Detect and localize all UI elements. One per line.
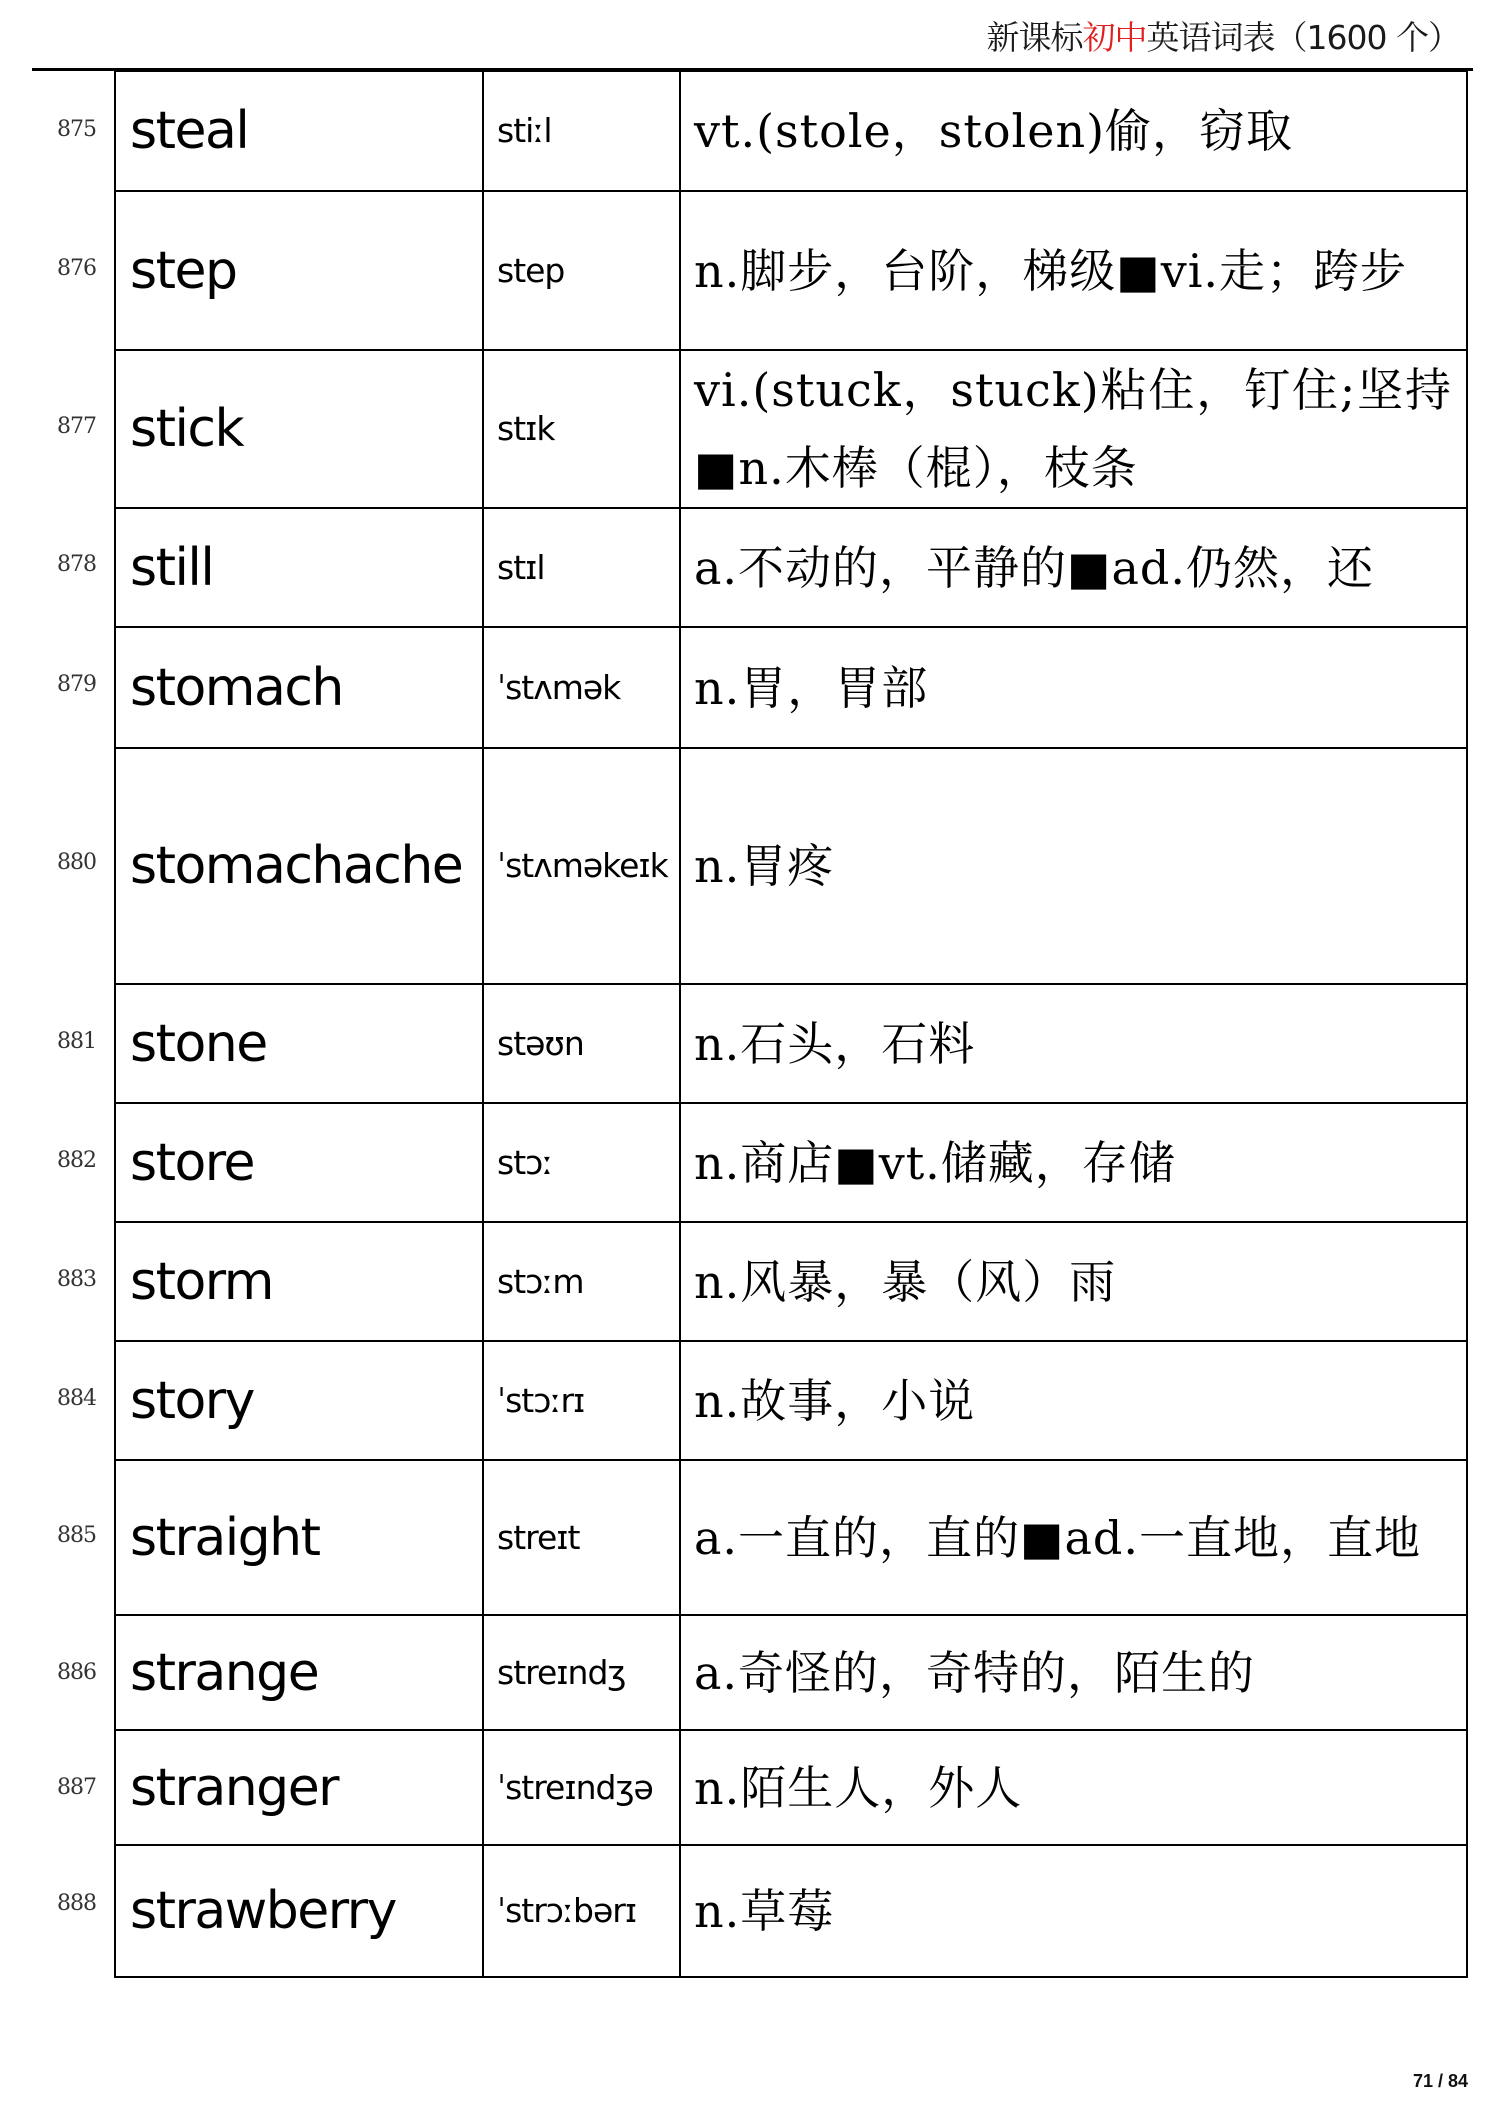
meaning-cell: n.胃，胃部 xyxy=(680,627,1467,748)
word-cell: story xyxy=(115,1341,483,1460)
meaning-cell: n.胃疼 xyxy=(680,748,1467,984)
row-number: 875 xyxy=(57,117,96,142)
table-row xyxy=(115,1103,1467,1222)
phonetic-cell: ˈstɔːrɪ xyxy=(483,1341,680,1460)
page-header xyxy=(987,14,1460,62)
row-number: 888 xyxy=(57,1891,96,1916)
phonetic-cell: stɪk xyxy=(483,350,680,508)
table-row xyxy=(115,508,1467,627)
row-number: 876 xyxy=(57,256,96,281)
word-cell: stick xyxy=(115,350,483,508)
header-title-suffix: 英语词表（1600 个） xyxy=(1146,18,1460,57)
phonetic-cell: stiːl xyxy=(483,71,680,191)
header-title-highlight: 初中 xyxy=(1082,18,1147,57)
meaning-cell: n.故事，小说 xyxy=(680,1341,1467,1460)
phonetic-cell: streɪt xyxy=(483,1460,680,1615)
table-row xyxy=(115,748,1467,984)
row-number: 882 xyxy=(57,1148,96,1173)
table-row xyxy=(115,350,1467,508)
row-number: 885 xyxy=(57,1523,96,1548)
table-row xyxy=(115,1222,1467,1341)
word-cell: straight xyxy=(115,1460,483,1615)
phonetic-cell: stɔːm xyxy=(483,1222,680,1341)
phonetic-cell: ˈstreɪndʒə xyxy=(483,1730,680,1845)
phonetic-cell: streɪndʒ xyxy=(483,1615,680,1730)
row-number: 886 xyxy=(57,1660,96,1685)
word-cell: steal xyxy=(115,71,483,191)
word-cell: strange xyxy=(115,1615,483,1730)
table-row xyxy=(115,1460,1467,1615)
meaning-cell: n.商店■vt.储藏，存储 xyxy=(680,1103,1467,1222)
row-number: 878 xyxy=(57,552,96,577)
meaning-cell: a.不动的，平静的■ad.仍然，还 xyxy=(680,508,1467,627)
word-cell: stranger xyxy=(115,1730,483,1845)
header-title-prefix: 新课标 xyxy=(986,18,1083,57)
phonetic-cell: ˈstʌmək xyxy=(483,627,680,748)
table-row xyxy=(115,1730,1467,1845)
table-row xyxy=(115,71,1467,191)
table-row xyxy=(115,1341,1467,1460)
phonetic-cell: step xyxy=(483,191,680,350)
meaning-cell: a.一直的，直的■ad.一直地，直地 xyxy=(680,1460,1467,1615)
word-cell: stone xyxy=(115,984,483,1103)
phonetic-cell: ˈstʌməkeɪk xyxy=(483,748,680,984)
word-cell: stomachache xyxy=(115,748,483,984)
page-indicator: 71 / 84 xyxy=(1412,2071,1468,2091)
table-row xyxy=(115,1845,1467,1977)
meaning-cell: n.石头，石料 xyxy=(680,984,1467,1103)
table-row xyxy=(115,191,1467,350)
word-cell: strawberry xyxy=(115,1845,483,1977)
table-row xyxy=(115,1615,1467,1730)
word-cell: step xyxy=(115,191,483,350)
vocabulary-table xyxy=(114,70,1468,1978)
row-number: 884 xyxy=(57,1386,96,1411)
phonetic-cell: stɔː xyxy=(483,1103,680,1222)
meaning-cell: n.草莓 xyxy=(680,1845,1467,1977)
row-number: 880 xyxy=(57,850,96,875)
row-number: 881 xyxy=(57,1029,96,1054)
word-cell: still xyxy=(115,508,483,627)
word-cell: stomach xyxy=(115,627,483,748)
phonetic-cell: stɪl xyxy=(483,508,680,627)
meaning-cell: n.陌生人，外人 xyxy=(680,1730,1467,1845)
meaning-cell: n.风暴，暴（风）雨 xyxy=(680,1222,1467,1341)
row-number: 877 xyxy=(57,414,96,439)
phonetic-cell: stəʊn xyxy=(483,984,680,1103)
meaning-cell: n.脚步，台阶，梯级■vi.走；跨步 xyxy=(680,191,1467,350)
meaning-cell: vt.(stole，stolen)偷，窃取 xyxy=(680,71,1467,191)
meaning-cell: vi.(stuck，stuck)粘住，钉住;坚持■n.木棒（棍），枝条 xyxy=(680,350,1467,508)
word-cell: storm xyxy=(115,1222,483,1341)
table-row xyxy=(115,627,1467,748)
row-number: 879 xyxy=(57,672,96,697)
row-number: 887 xyxy=(57,1775,96,1800)
meaning-cell: a.奇怪的，奇特的，陌生的 xyxy=(680,1615,1467,1730)
phonetic-cell: ˈstrɔːbərɪ xyxy=(483,1845,680,1977)
table-row xyxy=(115,984,1467,1103)
word-cell: store xyxy=(115,1103,483,1222)
row-number: 883 xyxy=(57,1267,96,1292)
